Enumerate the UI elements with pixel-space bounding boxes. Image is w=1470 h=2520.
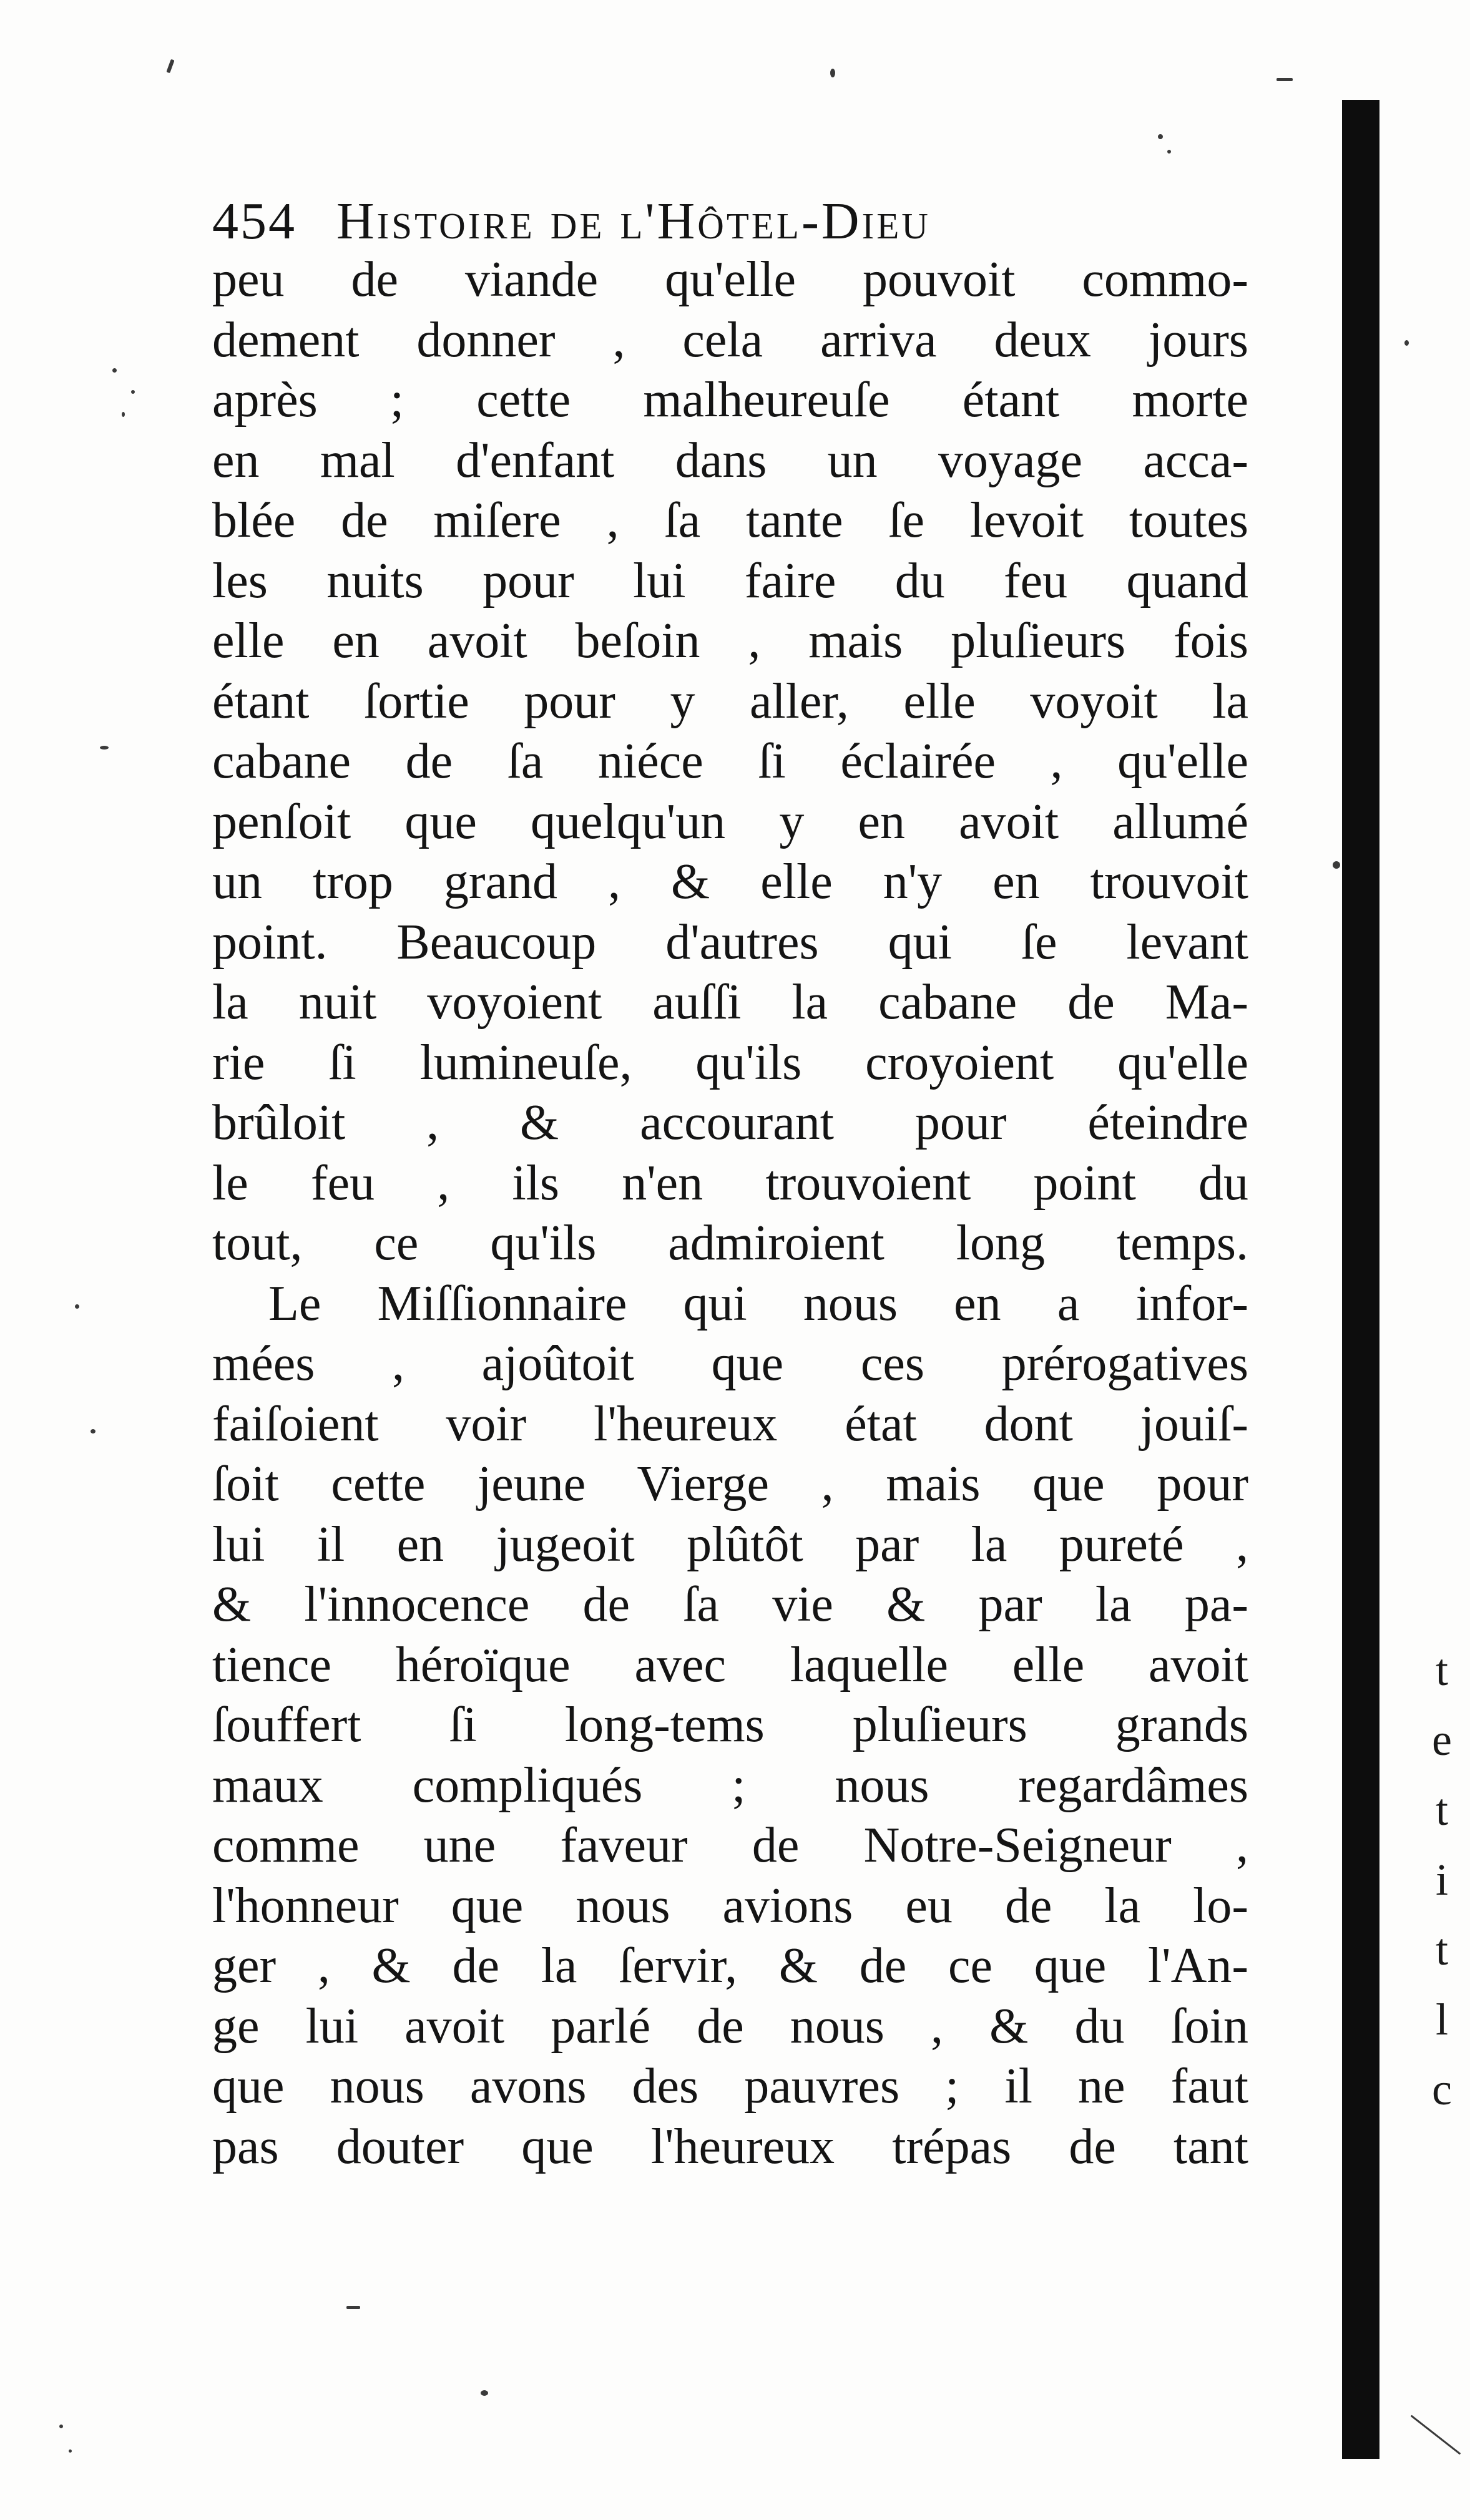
text-line: & l'innocence de ſa vie & par la pa- [212,1577,1248,1632]
text-line: comme une faveur de Notre-Seigneur , [212,1818,1248,1873]
text-line: étant ſortie pour y aller, elle voyoit la [212,673,1248,729]
text-line: ge lui avoit parlé de nous , & du ſoin [212,1998,1248,2054]
running-head [212,187,1248,256]
ink-speck [1333,861,1340,869]
text-line: le feu , ils n'en trouvoient point du [212,1155,1248,1211]
ink-speck [1276,78,1293,81]
ink-speck [69,2449,72,2453]
ink-speck [100,746,109,750]
running-head-title: Histoire de l'Hôtel-Dieu [336,192,931,250]
fragment-letter: t [1435,1645,1448,1695]
text-line: en mal d'enfant dans un voyage acca- [212,432,1248,488]
ink-speck [1411,2415,1461,2455]
ink-speck [112,368,117,373]
text-line: ſouffert ſi long-tems pluſieurs grands [212,1697,1248,1752]
ink-speck [91,1429,96,1433]
paragraph-start-line: Le Miſſionnaire qui nous en a infor- [268,1276,1248,1331]
ink-speck [122,412,125,417]
fragment-letter: c [1432,2064,1452,2114]
text-line: blée de miſere , ſa tante ſe levoit toutes [212,493,1248,548]
text-line: maux compliqués ; nous regardâmes [212,1757,1248,1813]
body-text [212,250,1248,2177]
ink-speck [1158,134,1163,139]
ink-speck [75,1304,79,1309]
text-line: brûloit , & accourant pour éteindre [212,1095,1248,1150]
page-edge-shadow [1342,100,1379,2459]
text-line: dement donner , cela arriva deux jours [212,312,1248,368]
ink-speck [481,2390,488,2396]
text-line: un trop grand , & elle n'y en trouvoit [212,854,1248,909]
text-line: faiſoient voir l'heureux état dont jouiſ- [212,1396,1248,1452]
text-line: l'honneur que nous avions eu de la lo- [212,1878,1248,1933]
text-line: elle en avoit beſoin , mais pluſieurs fois [212,613,1248,668]
ink-speck [1404,340,1409,346]
fragment-letter: i [1435,1855,1448,1905]
facing-page-fragment [1426,1635,1458,2124]
text-line: ſoit cette jeune Vierge , mais que pour [212,1457,1248,1512]
text-line: pas douter que l'heureux trépas de tant [212,2119,1248,2174]
text-line: lui il en jugeoit plûtôt par la pureté , [212,1516,1248,1572]
text-line: ger , & de la ſervir, & de ce que l'An- [212,1938,1248,1993]
text-line: mées , ajoûtoit que ces prérogatives [212,1336,1248,1391]
ink-speck [1167,150,1171,154]
text-line: cabane de ſa niéce ſi éclairée , qu'elle [212,734,1248,789]
text-line: tout, ce qu'ils admiroient long temps. [212,1216,1248,1271]
text-line: rie ſi lumineuſe, qu'ils croyoient qu'elle [212,1035,1248,1090]
text-line: la nuit voyoient auſſi la cabane de Ma- [212,975,1248,1030]
text-line: penſoit que quelqu'un y en avoit allumé [212,794,1248,849]
page-number: 454 [212,192,296,250]
fragment-letter: l [1435,1995,1448,2044]
text-line: peu de viande qu'elle pouvoit commo- [212,252,1248,307]
ink-speck [166,59,174,74]
text-line: après ; cette malheureuſe étant morte [212,373,1248,427]
ink-speck [59,2425,63,2428]
ink-speck [830,69,835,77]
fragment-letter: t [1435,1925,1448,1975]
fragment-letter: e [1432,1715,1452,1765]
text-line: les nuits pour lui faire du feu quand [212,553,1248,608]
ink-speck [346,2306,360,2309]
text-line: tience héroïque avec laquelle elle avoit [212,1637,1248,1692]
fragment-letter: t [1435,1785,1448,1835]
ink-speck [131,390,135,394]
text-line: point. Beaucoup d'autres qui ſe levant [212,914,1248,970]
text-line: que nous avons des pauvres ; il ne faut [212,2059,1248,2114]
